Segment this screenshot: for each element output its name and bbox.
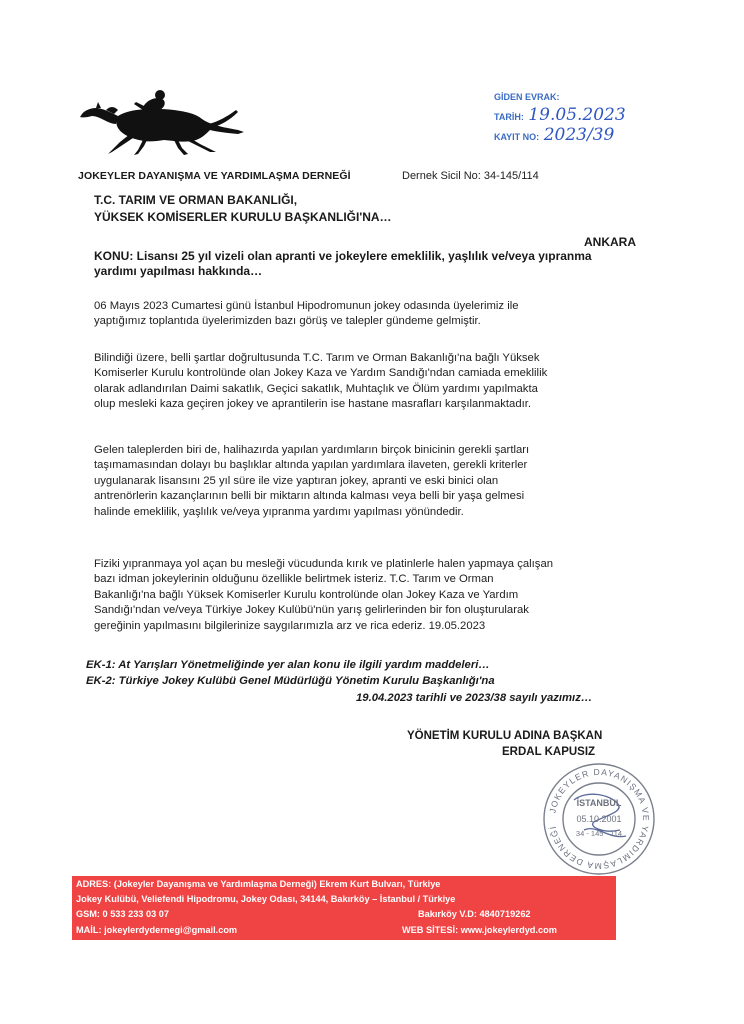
paragraph-1	[94, 299, 634, 330]
text-line: gereğinin yapılmasını bilgilerinize saygılarımızla arz ve rica ederiz. 19.05.2023	[94, 619, 486, 632]
recipient-city: ANKARA	[584, 235, 636, 249]
signature-name: ERDAL KAPUSIZ	[502, 746, 596, 758]
text-line: Gelen taleplerden biri de, halihazırda yapılan yardımların birçok binicinin gerekli şartları	[94, 444, 530, 456]
attachment-2-continued: 19.04.2023 tarihli ve 2023/38 sayılı yazımız…	[356, 692, 593, 704]
attachment-1: EK-1: At Yarışları Yönetmeliğinde yer alan konu ile ilgili yardım maddeleri…	[86, 659, 490, 671]
text-line: Sandığı'ndan ve/veya Türkiye Jokey Kulübü'nün yarış gelirlerinden bir fon oluşturularak	[94, 604, 529, 617]
text-line: bazı idman jokeylerinin olduğunu özellikle belirtmek isteriz. T.C. Tarım ve Orman	[94, 573, 494, 586]
footer-address-line-1: ADRES: (Jokeyler Dayanışma ve Yardımlaşma Derneği) Ekrem Kurt Bulvarı, Türkiye	[76, 879, 441, 889]
text-line: Bakanlığı'na bağlı Yüksek Komiserler Kurulu kontrolünde olan Jokey Kaza ve Yardım	[94, 588, 519, 601]
text-line: 06 Mayıs 2023 Cumartesi günü İstanbul Hipodromunun jokey odasında üyelerimiz ile	[94, 300, 519, 312]
paragraph-4	[94, 557, 634, 634]
outgoing-title: GİDEN EVRAK:	[494, 92, 560, 102]
seal-date: 05.10.2001	[576, 814, 622, 824]
paragraph-3	[94, 443, 634, 520]
footer-gsm: GSM: 0 533 233 03 07	[76, 909, 169, 919]
seal-ring-text: JOKEYLER DAYANIŞMA VE YARDIMLAŞMA DERNEĞİ	[547, 766, 652, 872]
footer-address-line-2: Jokey Kulübü, Veliefendi Hipodromu, Jokey Odası, 34144, Bakırköy – İstanbul / Türkiye	[76, 894, 456, 904]
attachment-2: EK-2: Türkiye Jokey Kulübü Genel Müdürlüğü Yönetim Kurulu Başkanlığı'na	[86, 675, 495, 687]
date-label: TARİH:	[494, 112, 524, 122]
text-line: Komiserler Kurulu kontrolünde olan Jokey Kaza ve Yardım Sandığı'ndan camiada emeklilik	[94, 367, 548, 380]
seal-city: İSTANBUL	[576, 798, 622, 808]
text-line: antrenörlerin kazançlarının belli bir miktarın altında kalması veya belli bir yaşa gelmesi	[94, 490, 525, 503]
date-value: 19.05.2023	[528, 105, 626, 125]
text-line: Fiziki yıpranmaya yol açan bu mesleği vücudunda kırık ve platinlerle halen yapmaya çalışan	[94, 558, 554, 570]
footer-website: WEB SİTESİ: www.jokeylerdyd.com	[402, 925, 557, 935]
signature-title: YÖNETİM KURULU ADINA BAŞKAN	[407, 730, 603, 742]
text-line: uygulanarak lisansını 25 yıl süre ile vize yaptıran jokey, apranti ve eski binici olan	[94, 474, 499, 487]
organization-name: JOKEYLER DAYANIŞMA VE YARDIMLAŞMA DERNEĞİ	[78, 170, 351, 182]
text-line: taşımamasından dolayı bu başlıklar altında yapılan yardımlara ilaveten, gerekli kriterler	[94, 459, 528, 472]
footer-contact-bar	[72, 876, 616, 940]
association-seal	[540, 760, 658, 878]
horse-jockey-logo	[78, 86, 246, 156]
footer-tax-office: Bakırköy V.D: 4840719262	[418, 909, 531, 919]
text-line: yaptığımız toplantıda üyelerimizden bazı görüş ve talepler gündeme gelmiştir.	[94, 315, 481, 328]
text-line: Bilindiği üzere, belli şartlar doğrultusunda T.C. Tarım ve Orman Bakanlığı'na bağlı Yüksek	[94, 352, 540, 364]
text-line: halinde emeklilik, yaşlılık ve/veya yıpranma yardımı yapılması yönündedir.	[94, 505, 464, 518]
footer-email: MAİL: jokeylerdydernegi@gmail.com	[76, 925, 238, 935]
recipient-line-1: T.C. TARIM VE ORMAN BAKANLIĞI,	[94, 193, 298, 207]
record-no-label: KAYIT NO:	[494, 132, 540, 142]
subject: KONU: Lisansı 25 yıl vizeli olan apranti ve jokeylere emeklilik, yaşlılık ve/veya yıpranma yardımı yapılması hakkında…	[94, 249, 592, 278]
paragraph-2	[94, 351, 634, 413]
recipient-line-2: YÜKSEK KOMİSERLER KURULU BAŞKANLIĞI'NA…	[94, 210, 392, 224]
text-line: olarak adlandırılan Daimi sakatlık, Geçici sakatlık, Muhtaçlık ve Ölüm yardımı yapılmakta	[94, 382, 538, 395]
registry-number: Dernek Sicil No: 34-145/114	[402, 170, 539, 182]
seal-number: 34 - 145 - 114	[575, 829, 623, 838]
text-line: olup mesleki kaza geçiren jokey ve aprantilerin ise hastane masrafları karşılanmaktadır.	[94, 398, 532, 411]
record-no-value: 2023/39	[543, 125, 615, 145]
